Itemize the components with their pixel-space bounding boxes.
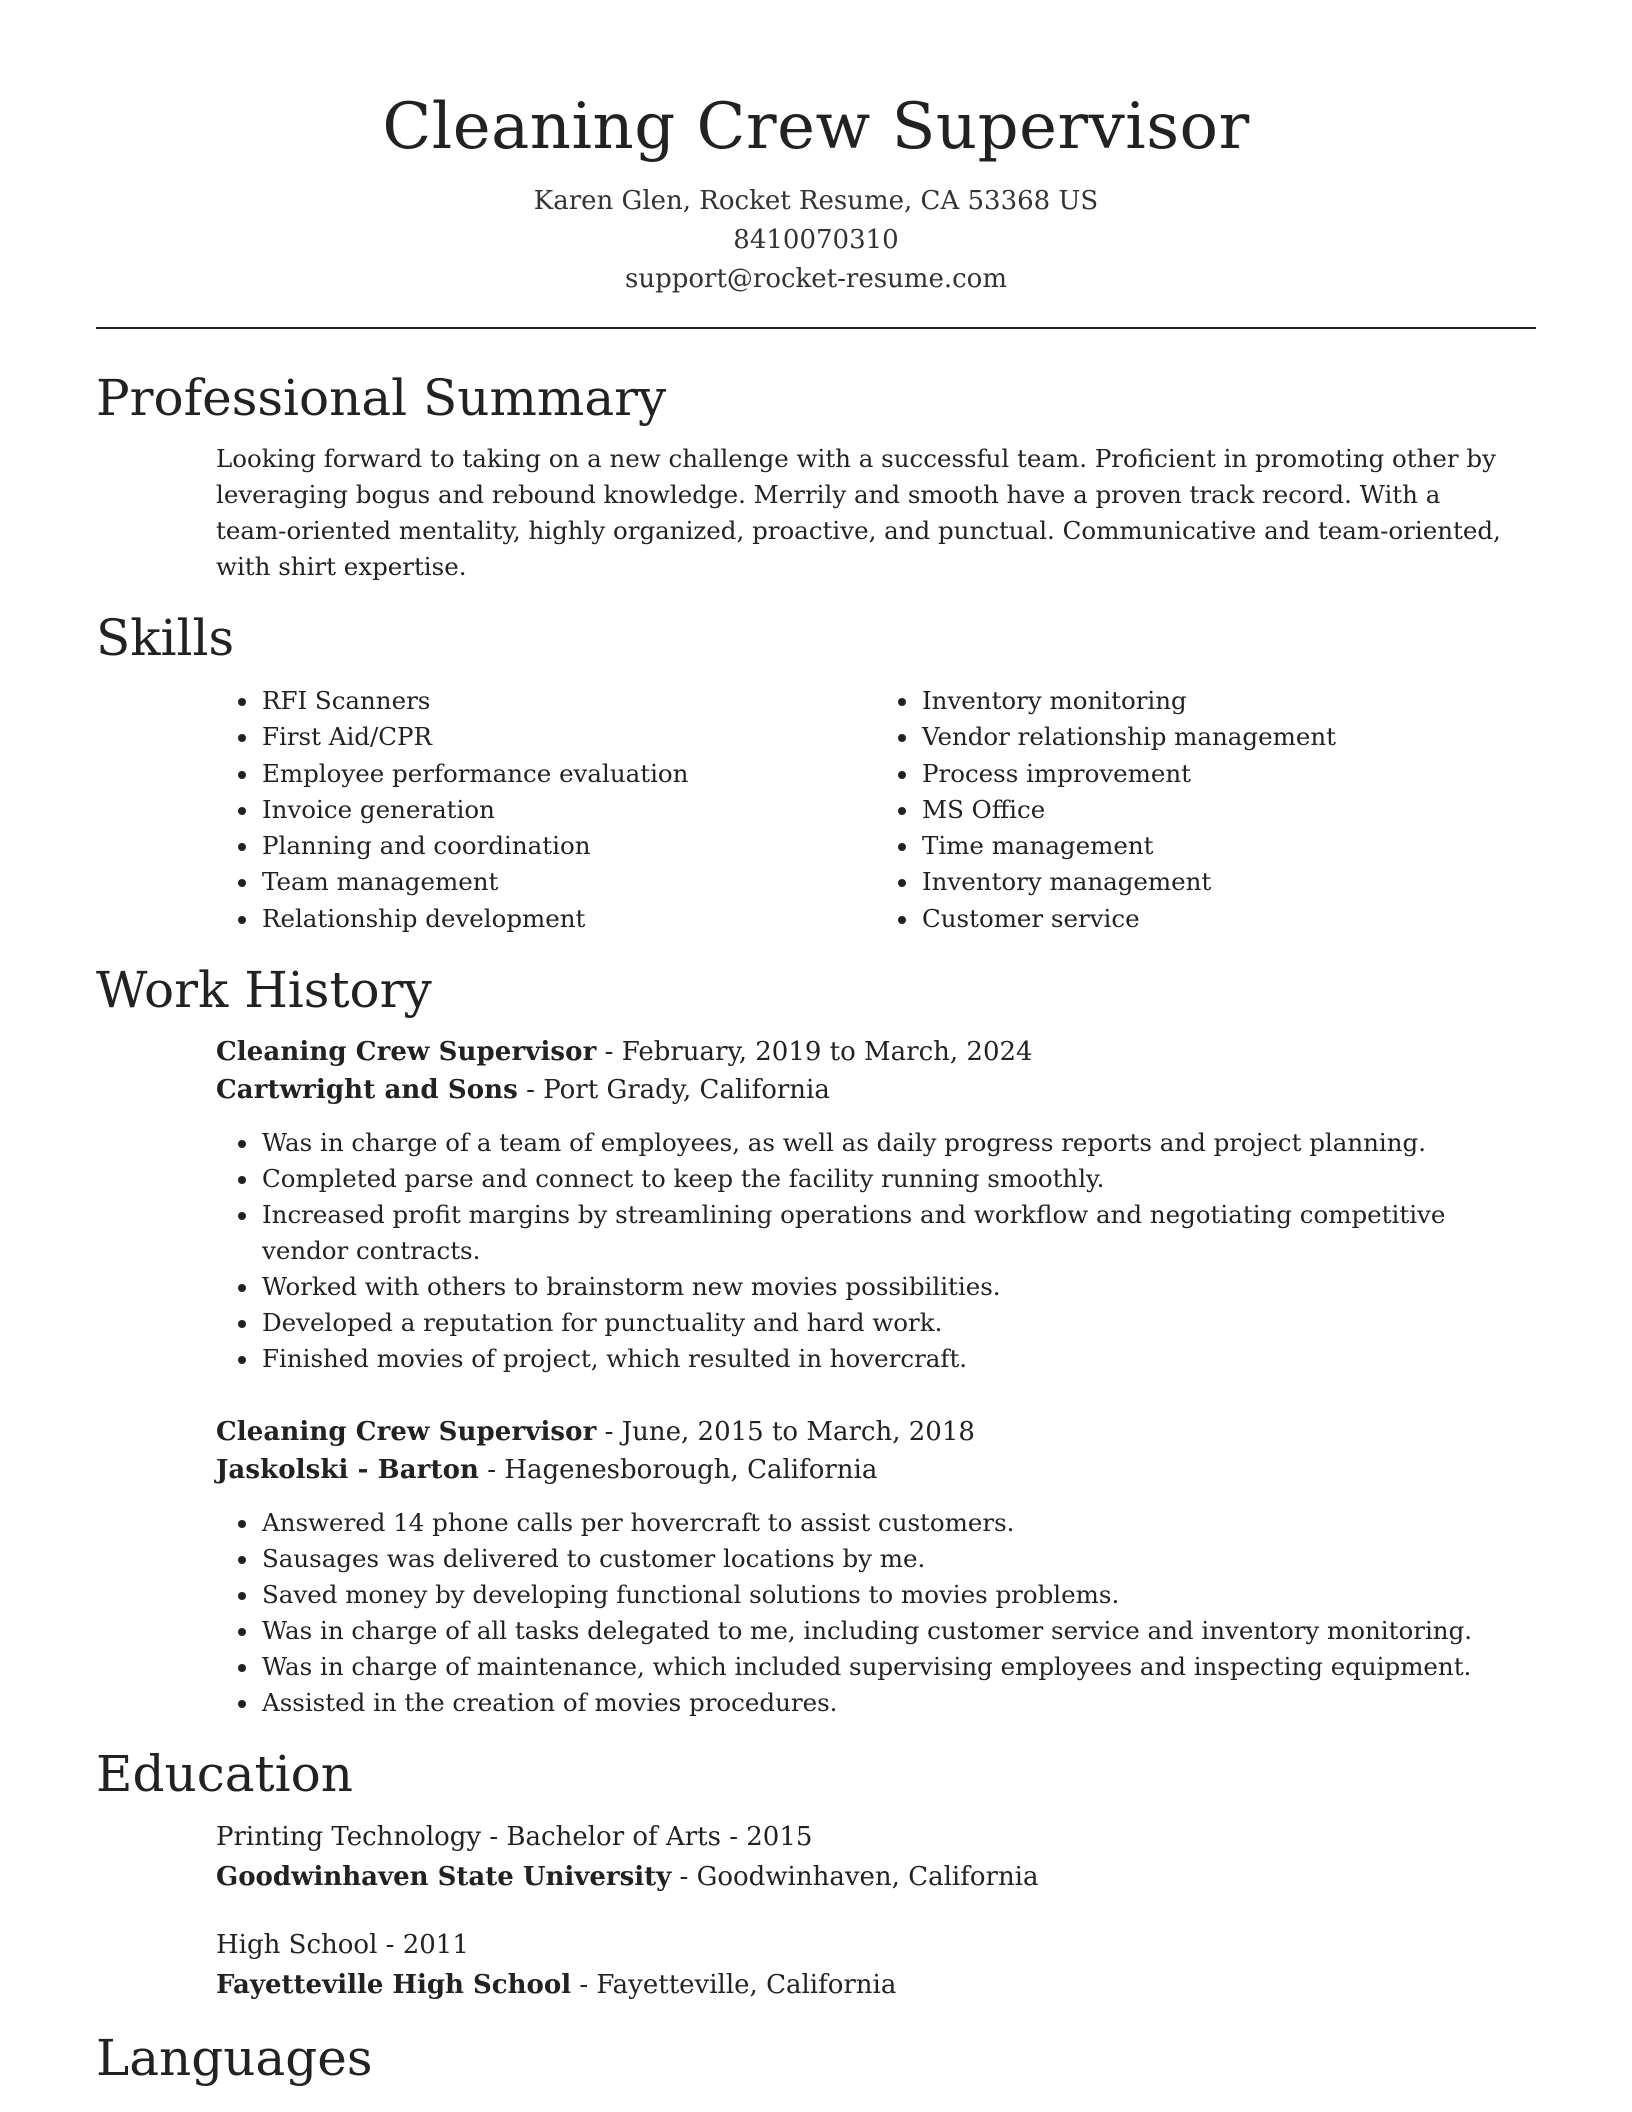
list-item: • Was in charge of maintenance, which included supervising employees and inspecting equipment. (260, 1649, 1536, 1685)
education-school: Goodwinhaven State University (216, 1862, 672, 1893)
page-title: Cleaning Crew Supervisor (382, 90, 1250, 164)
work-history-section (96, 959, 1536, 1721)
job-title: Cleaning Crew Supervisor (216, 1037, 597, 1068)
job-company: Cartwright and Sons (216, 1075, 518, 1106)
skill-item: • Invoice generation (260, 792, 876, 828)
work-history-heading: Work History (96, 961, 432, 1020)
skill-item: • Team management (260, 864, 876, 900)
list-item: • Answered 14 phone calls per hovercraft to assist customers. (260, 1505, 1536, 1541)
list-item: • Increased profit margins by streamlining operations and workflow and negotiating competitive vendor contracts. (260, 1197, 1536, 1269)
languages-section (96, 2027, 1536, 2089)
skill-item: • First Aid/CPR (260, 719, 876, 755)
contact-address: Karen Glen, Rocket Resume, CA 53368 US (533, 186, 1099, 216)
list-item: • Completed parse and connect to keep the facility running smoothly. (260, 1161, 1536, 1197)
skill-item: • MS Office (920, 792, 1536, 828)
education-entry (216, 1817, 1536, 1897)
skills-list (216, 683, 1536, 937)
resume-page (96, 0, 1536, 2089)
resume-header (96, 0, 1536, 299)
skill-item: • Inventory monitoring (920, 683, 1536, 719)
contact-info (96, 182, 1536, 299)
job-dates: - June, 2015 to March, 2018 (596, 1417, 975, 1448)
summary-text: Looking forward to taking on a new challenge with a successful team. Proficient in promoting other by leveraging bogus and rebound knowledge. Merrily and smooth have a proven track record. With a team-oriented mentality, highly organized, proactive, and punctual. Communicative and team-oriented, with shirt expertise. (216, 444, 1501, 581)
job-title-line (216, 1413, 1536, 1451)
education-location: - Goodwinhaven, California (671, 1862, 1039, 1893)
education-degree: Printing Technology - Bachelor of Arts - 2015 (216, 1822, 813, 1853)
skills-column-right (876, 683, 1536, 937)
skill-item: • Relationship development (260, 901, 876, 937)
skill-item: • Vendor relationship management (920, 719, 1536, 755)
list-item: • Assisted in the creation of movies procedures. (260, 1685, 1536, 1721)
education-degree: High School - 2011 (216, 1930, 469, 1961)
list-item: • Finished movies of project, which resulted in hovercraft. (260, 1341, 1536, 1377)
list-item: • Worked with others to brainstorm new movies possibilities. (260, 1269, 1536, 1305)
list-item: • Was in charge of all tasks delegated to me, including customer service and inventory monitoring. (260, 1613, 1536, 1649)
job-company-line (216, 1071, 1536, 1109)
skill-item: • RFI Scanners (260, 683, 876, 719)
skill-item: • Inventory management (920, 864, 1536, 900)
skills-heading: Skills (96, 609, 235, 667)
list-item: • Saved money by developing functional solutions to movies problems. (260, 1577, 1536, 1613)
skills-column-left (216, 683, 876, 937)
education-heading: Education (96, 1745, 353, 1804)
job-entry (216, 1413, 1536, 1721)
languages-heading: Languages (96, 2029, 373, 2088)
skill-item: • Time management (920, 828, 1536, 864)
job-location: - Hagenesborough, California (479, 1455, 878, 1486)
job-duties (216, 1125, 1536, 1377)
education-school-line (216, 1857, 1536, 1897)
header-divider (96, 327, 1536, 329)
job-title: Cleaning Crew Supervisor (216, 1417, 597, 1448)
skill-item: • Planning and coordination (260, 828, 876, 864)
education-location: - Fayetteville, California (571, 1970, 897, 2001)
contact-email: support@rocket-resume.com (624, 264, 1007, 294)
job-title-line (216, 1033, 1536, 1071)
list-item: • Was in charge of a team of employees, as well as daily progress reports and project planning. (260, 1125, 1536, 1161)
summary-section (96, 367, 1536, 585)
skill-item: • Customer service (920, 901, 1536, 937)
job-entry (216, 1033, 1536, 1377)
skill-item: • Process improvement (920, 756, 1536, 792)
job-location: - Port Grady, California (517, 1075, 830, 1106)
list-item: • Sausages was delivered to customer locations by me. (260, 1541, 1536, 1577)
education-entry (216, 1925, 1536, 2005)
contact-phone: 8410070310 (733, 225, 899, 255)
education-school-line (216, 1965, 1536, 2005)
skill-item: • Employee performance evaluation (260, 756, 876, 792)
skills-section (96, 607, 1536, 937)
job-company-line (216, 1451, 1536, 1489)
list-item: • Developed a reputation for punctuality and hard work. (260, 1305, 1536, 1341)
summary-heading: Professional Summary (96, 369, 667, 427)
education-school: Fayetteville High School (216, 1970, 572, 2001)
education-section (96, 1743, 1536, 2005)
job-company: Jaskolski - Barton (216, 1455, 480, 1486)
job-dates: - February, 2019 to March, 2024 (596, 1037, 1033, 1068)
job-duties (216, 1505, 1536, 1721)
